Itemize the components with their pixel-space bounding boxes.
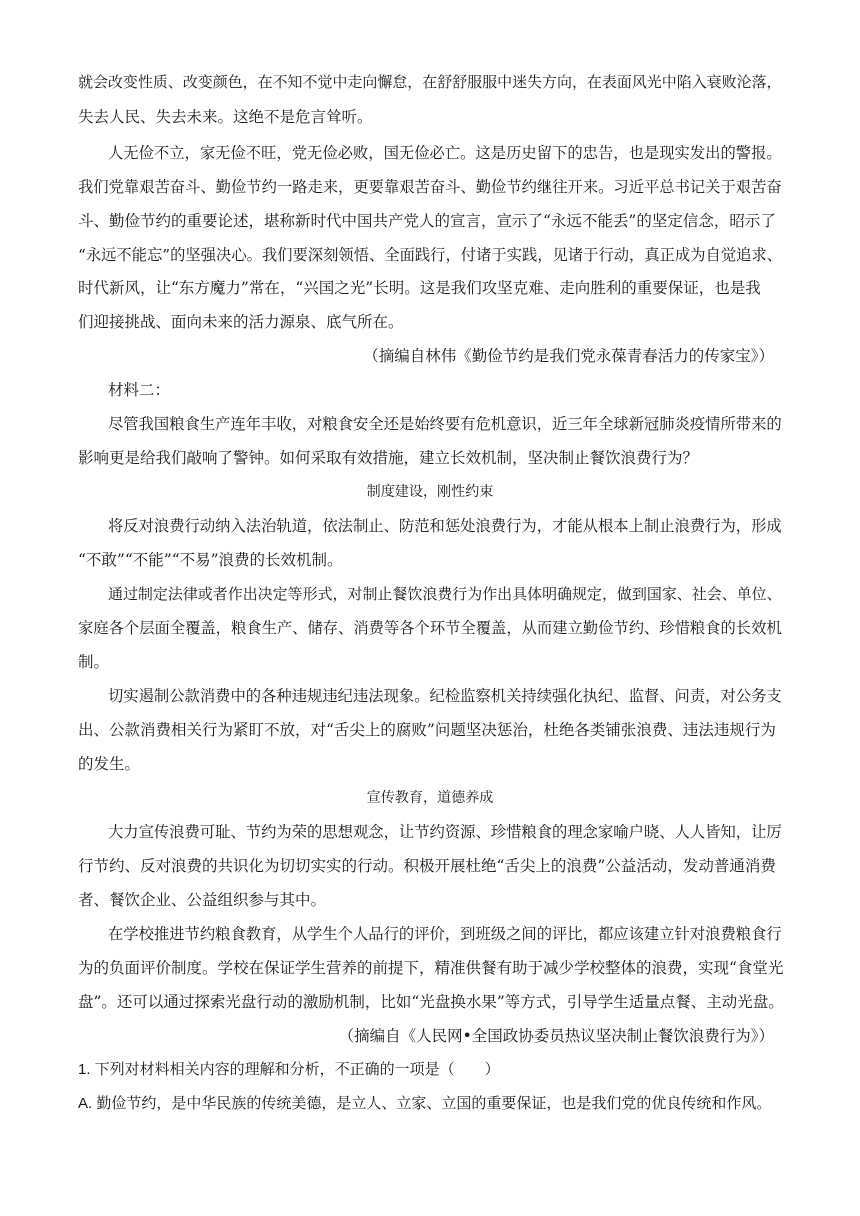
question-stem: 1. 下列对材料相关内容的理解和分析，不正确的一项是（ ） bbox=[78, 1061, 500, 1078]
paragraph-line: 出、公款消费相关行为紧盯不放，对“舌尖上的腐败”问题坚决惩治，杜绝各类铺张浪费、违法违规行为 bbox=[78, 721, 776, 739]
paragraph-line: 为的负面评价制度。学校在保证学生营养的前提下，精准供餐有助于减少学校整体的浪费，实现“食堂光 bbox=[78, 959, 784, 977]
paragraph-line: 影响更是给我们敲响了警钟。如何采取有效措施，建立长效机制，坚决制止餐饮浪费行为？ bbox=[78, 449, 699, 467]
paragraph-line: 制。 bbox=[78, 653, 110, 671]
paragraph-line: 盘”。还可以通过探索光盘行动的激励机制，比如“光盘换水果”等方式，引导学生适量点餐、主动光盘。 bbox=[78, 993, 784, 1011]
section-label: 材料二： bbox=[108, 381, 171, 399]
paragraph-line: 将反对浪费行动纳入法治轨道，依法制止、防范和惩处浪费行为，才能从根本上制止浪费行为，形成 bbox=[108, 517, 782, 535]
subheading: 制度建设，刚性约束 bbox=[366, 484, 494, 500]
paragraph-line: 我们党靠艰苦奋斗、勤俭节约一路走来，更要靠艰苦奋斗、勤俭节约继往开来。习近平总书记关于艰苦奋 bbox=[78, 178, 782, 196]
paragraph-line: 时代新风，让“东方魔力”常在，“兴国之光”长明。这是我们攻坚克难、走向胜利的重要保证，也是我 bbox=[78, 279, 761, 297]
paragraph-line: 切实遏制公款消费中的各种违规违纪违法现象。纪检监察机关持续强化执纪、监督、问责，对公务支 bbox=[108, 687, 782, 705]
paragraph-line: 就会改变性质、改变颜色，在不知不觉中走向懈怠，在舒舒服服中迷失方向，在表面风光中陷入衰败沦落， bbox=[78, 73, 782, 91]
paragraph-line: 大力宣传浪费可耻、节约为荣的思想观念，让节约资源、珍惜粮食的理念家喻户晓、人人皆知，让厉 bbox=[108, 823, 782, 841]
paragraph-line: 的发生。 bbox=[78, 755, 141, 773]
answer-option-a: A. 勤俭节约，是中华民族的传统美德，是立人、立家、立国的重要保证，也是我们党的优良传统和作风。 bbox=[78, 1095, 772, 1112]
subheading: 宣传教育，道德养成 bbox=[366, 790, 494, 806]
paragraph-line: 人无俭不立，家无俭不旺，党无俭必败，国无俭必亡。这是历史留下的忠告，也是现实发出的警报。 bbox=[108, 144, 782, 162]
paragraph-line: 家庭各个层面全覆盖，粮食生产、储存、消费等各个环节全覆盖，从而建立勤俭节约、珍惜粮食的长效机 bbox=[78, 619, 782, 637]
paragraph-line: 失去人民、失去未来。这绝不是危言耸听。 bbox=[78, 108, 373, 126]
source-citation: （摘编自林伟《勤俭节约是我们党永葆青春活力的传家宝》） bbox=[363, 347, 774, 365]
paragraph-line: 者、餐饮企业、公益组织参与其中。 bbox=[78, 891, 327, 909]
paragraph-line: 通过制定法律或者作出决定等形式，对制止餐饮浪费行为作出具体明确规定，做到国家、社会、单位、 bbox=[108, 585, 782, 603]
paragraph-line: “不敢”“不能”“不易”浪费的长效机制。 bbox=[78, 551, 343, 569]
paragraph-line: 在学校推进节约粮食教育，从学生个人品行的评价，到班级之间的评比，都应该建立针对浪费粮食行 bbox=[108, 925, 782, 943]
paragraph-line: “永远不能忘”的坚强决心。我们要深刻领悟、全面践行，付诸于实践，见诸于行动，真正成为自觉追求、 bbox=[78, 246, 783, 264]
paragraph-line: 行节约、反对浪费的共识化为切切实实的行动。积极开展杜绝“舌尖上的浪费”公益活动，发动普通消费 bbox=[78, 857, 776, 875]
source-citation: （摘编自《人民网•全国政协委员热议坚决制止餐饮浪费行为》） bbox=[338, 1027, 774, 1045]
paragraph-line: 尽管我国粮食生产连年丰收，对粮食安全还是始终要有危机意识，近三年全球新冠肺炎疫情所带来的 bbox=[108, 415, 782, 433]
paragraph-line: 们迎接挑战、面向未来的活力源泉、底气所在。 bbox=[78, 313, 404, 331]
paragraph-line: 斗、勤俭节约的重要论述，堪称新时代中国共产党人的宣言，宣示了“永远不能丢”的坚定信念，昭示了 bbox=[78, 212, 776, 230]
